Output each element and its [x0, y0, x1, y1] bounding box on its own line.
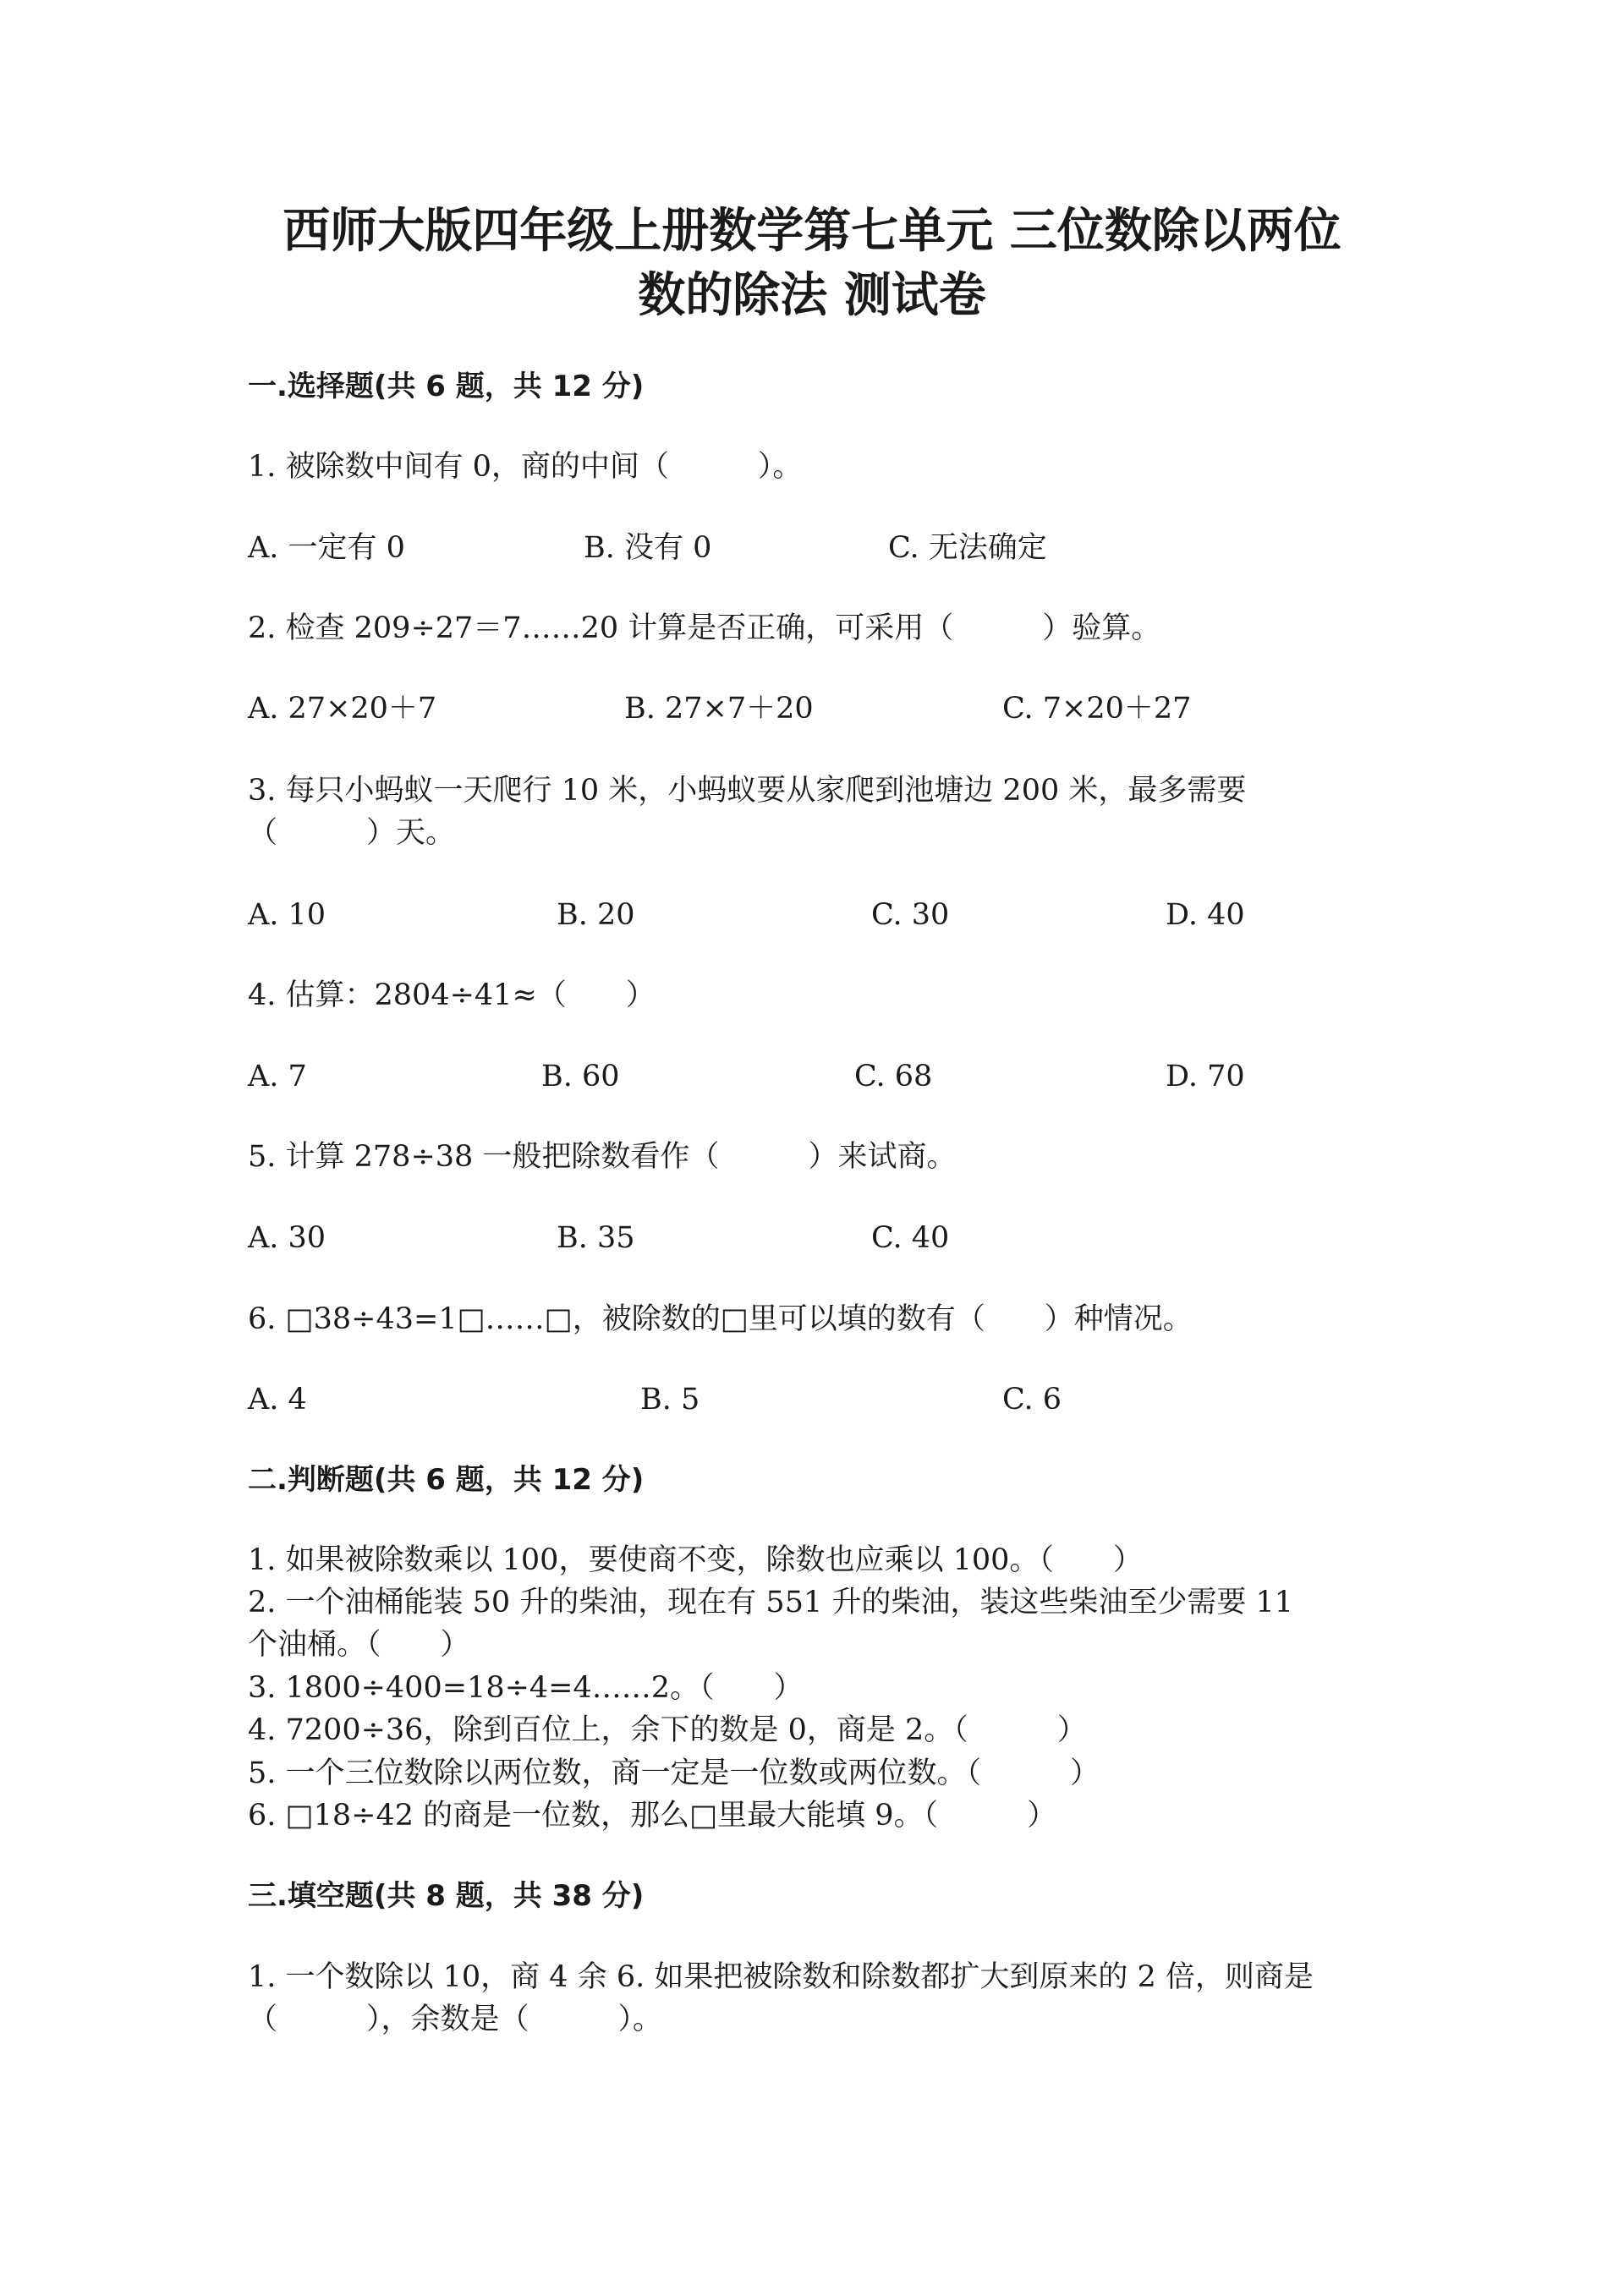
choice-q3-option-c: C. 30 — [871, 898, 950, 932]
choice-question-3-line-1: 3. 每只小蚂蚁一天爬行 10 米，小蚂蚁要从家爬到池塘边 200 米，最多需要 — [248, 774, 1247, 808]
judge-item-2-line-1: 2. 一个油桶能装 50 升的柴油，现在有 551 升的柴油，装这些柴油至少需要 11 — [248, 1586, 1294, 1619]
choice-q1-option-c: C. 无法确定 — [888, 531, 1047, 565]
section-heading-judge: 二.判断题(共 6 题，共 12 分) — [248, 1463, 645, 1497]
fill-question-1-line-1: 1. 一个数除以 10，商 4 余 6. 如果把被除数和除数都扩大到原来的 2 倍，则商是 — [248, 1960, 1314, 1994]
choice-q1-option-b: B. 没有 0 — [584, 531, 712, 565]
choice-q2-option-b: B. 27×7＋20 — [624, 692, 814, 726]
section-heading-choice: 一.选择题(共 6 题，共 12 分) — [248, 370, 645, 403]
choice-q3-option-a: A. 10 — [248, 898, 326, 932]
choice-question-1: 1. 被除数中间有 0，商的中间（ ）。 — [248, 450, 803, 484]
choice-q6-option-b: B. 5 — [640, 1383, 700, 1417]
choice-question-6: 6. □38÷43=1□……□，被除数的□里可以填的数有（ ）种情况。 — [248, 1302, 1193, 1336]
choice-q3-option-d: D. 40 — [1166, 898, 1245, 932]
judge-item-3: 3. 1800÷400=18÷4=4……2。（ ） — [248, 1671, 804, 1705]
document-title-line-1: 西师大版四年级上册数学第七单元 三位数除以两位 — [283, 204, 1341, 259]
choice-q4-option-b: B. 60 — [541, 1060, 620, 1093]
fill-question-1-line-2: （ ），余数是（ ）。 — [248, 2003, 663, 2036]
choice-q2-option-c: C. 7×20＋27 — [1002, 692, 1192, 726]
choice-q6-option-a: A. 4 — [248, 1383, 307, 1417]
judge-item-1: 1. 如果被除数乘以 100，要使商不变，除数也应乘以 100。（ ） — [248, 1543, 1143, 1577]
judge-item-5: 5. 一个三位数除以两位数，商一定是一位数或两位数。（ ） — [248, 1756, 1100, 1790]
choice-q5-option-a: A. 30 — [248, 1221, 326, 1255]
choice-question-4: 4. 估算：2804÷41≈（ ） — [248, 978, 656, 1012]
section-heading-fill: 三.填空题(共 8 题，共 38 分) — [248, 1879, 645, 1913]
choice-q5-option-b: B. 35 — [557, 1221, 635, 1255]
choice-question-2: 2. 检查 209÷27＝7……20 计算是否正确，可采用（ ）验算。 — [248, 611, 1161, 645]
judge-item-2-line-2: 个油桶。（ ） — [248, 1628, 470, 1662]
choice-q3-option-b: B. 20 — [557, 898, 635, 932]
choice-q5-option-c: C. 40 — [871, 1221, 950, 1255]
document-title-line-2: 数的除法 测试卷 — [638, 268, 986, 323]
judge-item-4: 4. 7200÷36，除到百位上，余下的数是 0，商是 2。（ ） — [248, 1713, 1087, 1747]
choice-q4-option-a: A. 7 — [248, 1060, 307, 1093]
choice-question-5: 5. 计算 278÷38 一般把除数看作（ ）来试商。 — [248, 1140, 957, 1174]
choice-q2-option-a: A. 27×20＋7 — [248, 692, 437, 726]
choice-q4-option-c: C. 68 — [854, 1060, 933, 1093]
judge-item-6: 6. □18÷42 的商是一位数，那么□里最大能填 9。（ ） — [248, 1799, 1057, 1833]
choice-q4-option-d: D. 70 — [1166, 1060, 1245, 1093]
choice-question-3-line-2: （ ）天。 — [248, 816, 456, 850]
choice-q6-option-c: C. 6 — [1002, 1383, 1062, 1417]
choice-q1-option-a: A. 一定有 0 — [248, 531, 405, 565]
